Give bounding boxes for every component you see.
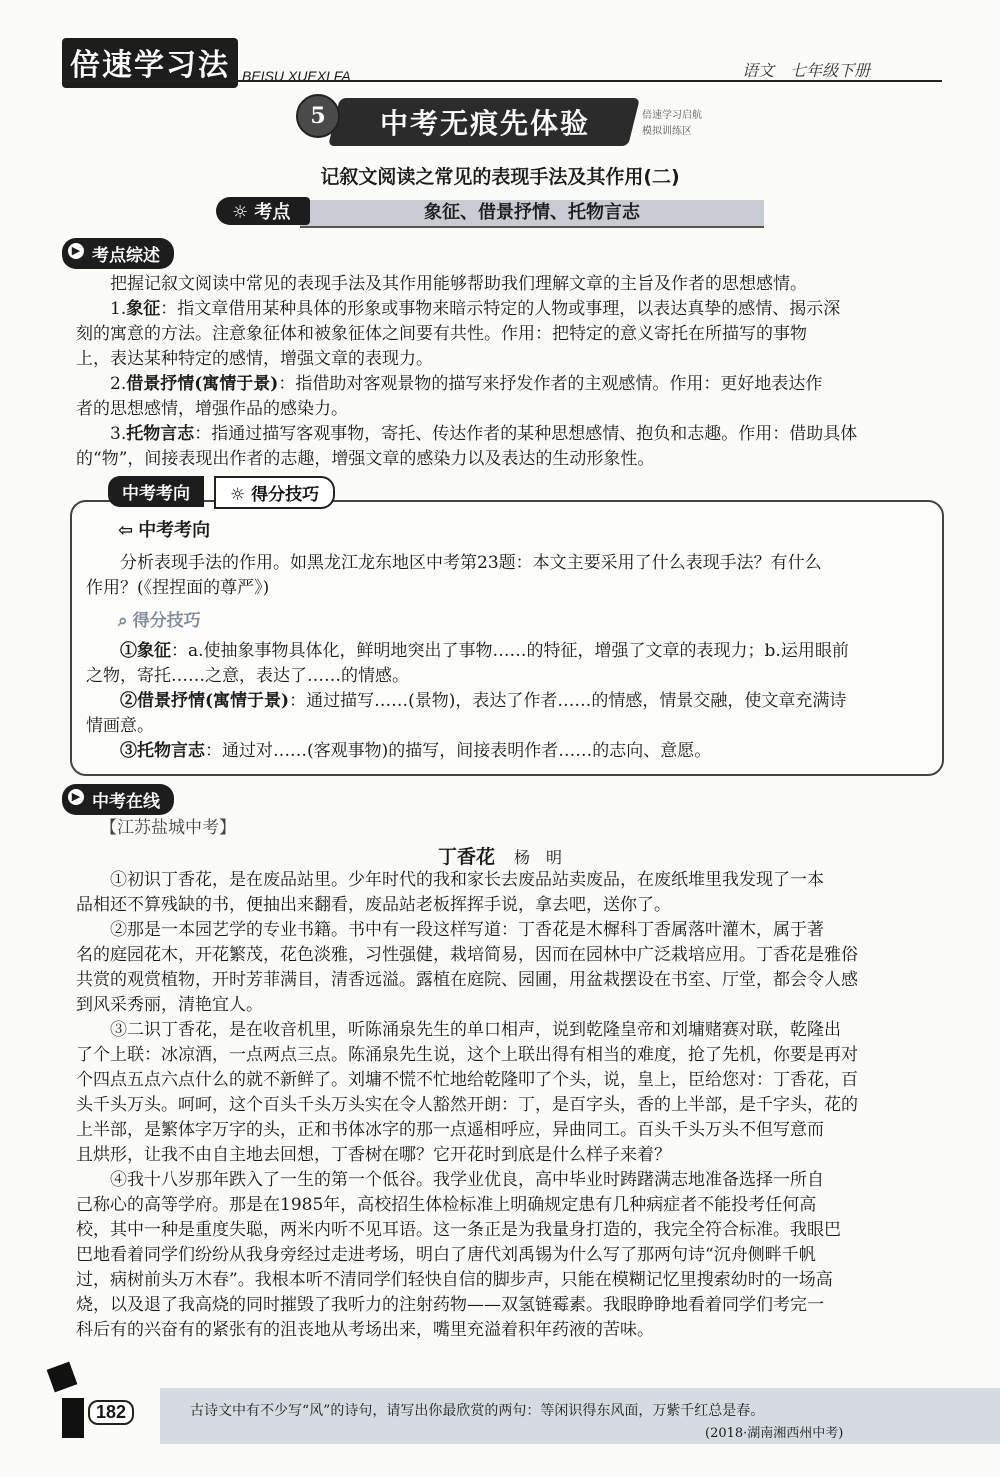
banner-side-note: 倍速学习启航 模拟训练区: [642, 110, 702, 137]
article-line: ②那是一本园艺学的专业书籍。书中有一段这样写道：丁香花是木樨科丁香属落叶灌木，属于著: [110, 920, 824, 940]
article-line: ①初识丁香花，是在废品站里。少年时代的我和家长去废品站卖废品，在废纸堆里我发现了一本: [110, 870, 824, 890]
direction-text: 分析表现手法的作用。如黑龙江龙东地区中考第23题：本文主要采用了什么表现手法？有什么 作用？(《捏捏面的尊严》): [86, 553, 822, 598]
article-line: 共赏的观赏植物，开时芳菲满目，清香远溢。露植在庭院、园圃，用盆栽摆设在书室、厅堂，都会令人感: [76, 970, 858, 990]
topic-text: 象征、借景抒情、托物言志: [424, 202, 640, 223]
arrow-icon: ▶: [68, 789, 84, 805]
online-heading: ▶ 中考在线: [62, 784, 174, 815]
article-line: 己称心的高等学府。那是在1985年，高校招生体检标准上明确规定患有几种病症者不能投考任何高: [76, 1195, 817, 1215]
tab-scoring-skills: ☼ 得分技巧: [214, 476, 335, 509]
arrow-icon: ▶: [68, 243, 84, 259]
article-line: 个四点五点六点什么的就不新鲜了。刘墉不慌不忙地给乾隆叩了个头，说，皇上，臣给您对：丁香花，百: [76, 1070, 858, 1090]
article-line: 过，病树前头万木春”。我根本听不清同学们轻快自信的脚步声，只能在模糊记忆里搜索幼时的一场高: [76, 1270, 833, 1290]
subject-label: 语文 七年级下册: [741, 61, 870, 80]
page-title: 记叙文阅读之常见的表现手法及其作用(二): [320, 166, 680, 188]
article-header: [0, 842, 1000, 869]
article-line: 到风采秀丽，清艳宜人。: [76, 995, 263, 1015]
overview-heading: ▶ 考点综述: [62, 238, 174, 269]
article-line: 且烘形，让我不由自主地去回想，丁香树在哪？它开花时到底是什么样子来着？: [76, 1145, 671, 1165]
tab-exam-direction: 中考考向: [108, 476, 204, 507]
footer-tip: 古诗文中有不少写“风”的诗句，请写出你最欣赏的两句：等闲识得东风面，万紫千红总是春。: [190, 1403, 765, 1419]
brand-logo: 倍速学习法: [62, 38, 238, 88]
banner-title: 中考无痕先体验: [380, 107, 591, 140]
overview-item-3: 3.托物言志：指通过描写客观事物，寄托、传达作者的某种思想感情、抱负和志趣。作用：借助具体 的“物”，间接表现出作者的志趣，增强文章的感染力以及表达的生动形象性。: [76, 424, 858, 469]
corner-decoration: [47, 1362, 78, 1393]
article-line: 巴地看着同学们纷纷从我身旁经过走进考场，明白了唐代刘禹锡为什么写了那两句诗“沉舟侧畔千帆: [76, 1245, 816, 1265]
corner-decoration: [62, 1398, 84, 1438]
header-divider: [62, 80, 942, 82]
article-line: 头千头万头。呵呵，这个百头千头万头实在令人豁然开朗：丁，是百字头，香的上半部，是千字头，花的: [76, 1095, 858, 1115]
overview-body: [76, 272, 946, 472]
magnifier-icon: ⌕: [118, 611, 128, 631]
article-line: 了个上联：冰凉酒，一点两点三点。陈涌泉先生说，这个上联出得有相当的难度，抢了先机，你要是再对: [76, 1045, 858, 1065]
article-line: ③二识丁香花，是在收音机里，听陈涌泉先生的单口相声，说到乾隆皇帝和刘墉赌赛对联，乾隆出: [110, 1020, 841, 1040]
article-line: 科后有的兴奋有的紧张有的沮丧地从考场出来，嘴里充溢着积年药液的苦味。: [76, 1320, 654, 1340]
skill-item: ②借景抒情(寓情于景)：通过描写……(景物)，表达了作者……的情感，情景交融，使文章充满诗 情画意。: [86, 691, 847, 736]
skills-list: [86, 639, 936, 764]
article-author: 杨 明: [514, 848, 563, 867]
exam-source: 【江苏盐城中考】: [100, 818, 236, 838]
lightbulb-icon: ☼: [232, 202, 255, 223]
page-number: 182: [88, 1400, 134, 1425]
direction-heading: ⇦ 中考考向: [118, 520, 211, 541]
footer-tip-source: (2018·湖南湘西州中考): [705, 1426, 844, 1441]
skill-item: ①象征：a.使抽象事物具体化，鲜明地突出了事物……的特征，增强了文章的表现力；b.运用眼前 之物，寄托……之意，表达了……的情感。: [86, 641, 849, 686]
article-body: [76, 868, 946, 1343]
article-line: 上半部，是繁体字万字的头，正和书体冰字的那一点遥相呼应，异曲同工。百头千头万头不但写意而: [76, 1120, 824, 1140]
article-title: 丁香花: [437, 846, 495, 868]
skill-item: ③托物言志：通过对……(客观事物)的描写，间接表明作者……的志向、意愿。: [120, 741, 712, 761]
overview-item-1: 1.象征：指文章借用某种具体的形象或事物来暗示特定的人物或事理，以表达真挚的感情、揭示深 刻的寓意的方法。注意象征体和被象征体之间要有共性。作用：把特定的意义寄托在所描写的事物 上，表达某种特定的感情，增强文章的表现力。: [76, 299, 841, 369]
overview-intro: 把握记叙文阅读中常见的表现手法及其作用能够帮助我们理解文章的主旨及作者的思想感情。: [110, 274, 807, 294]
brand-english: BEISU XUEXI FA: [242, 68, 351, 84]
pointer-icon: ⇦: [118, 520, 134, 541]
article-line: 名的庭园花木，开花繁茂，花色淡雅，习性强健，栽培简易，因而在园林中广泛栽培应用。丁香花是雅俗: [76, 945, 858, 965]
overview-item-2: 2.借景抒情(寓情于景)：指借助对客观景物的描写来抒发作者的主观感情。作用：更好地表达作 者的思想感情，增强作品的感染力。: [76, 374, 823, 419]
banner-number-badge: 5: [296, 94, 340, 138]
lightbulb-icon: ☼: [230, 485, 246, 505]
article-line: 品相还不算残缺的书，便抽出来翻看，废品站老板挥挥手说，拿去吧，送你了。: [76, 895, 671, 915]
topic-tag: ☼ 考点: [216, 197, 310, 225]
skills-heading: ⌕ 得分技巧: [118, 611, 201, 631]
article-line: 烧，以及退了我高烧的同时摧毁了我听力的注射药物——双氢链霉素。我眼睁睁地看着同学们考完一: [76, 1295, 824, 1315]
article-line: 校，其中一种是重度失聪，两米内听不见耳语。这一条正是为我量身打造的，我完全符合标准。我眼巴: [76, 1220, 841, 1240]
article-line: ④我十八岁那年跌入了一生的第一个低谷。我学业优良，高中毕业时踌躇满志地准备选择一所自: [110, 1170, 824, 1190]
